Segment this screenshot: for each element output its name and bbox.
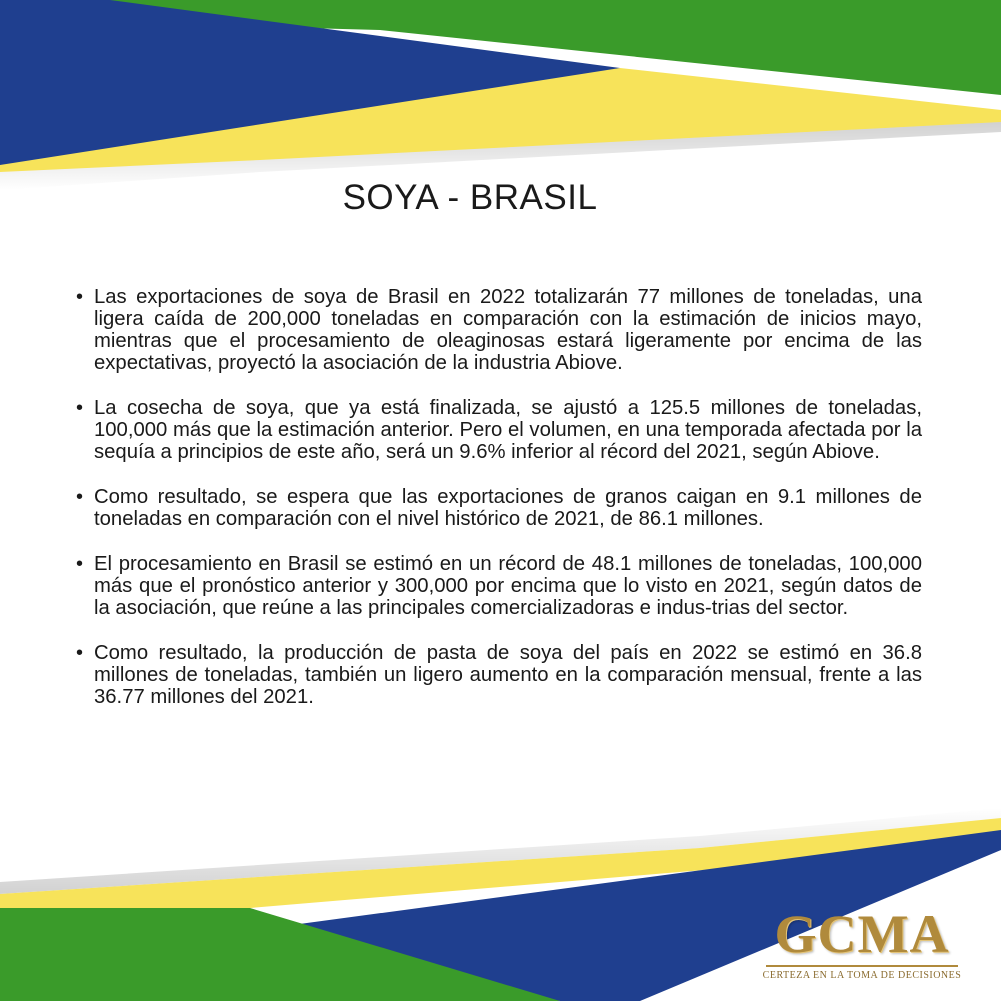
- top-flag-banner: [0, 0, 1001, 200]
- list-item: [76, 642, 922, 708]
- logo-divider: [766, 965, 958, 967]
- list-item-text: Las exportaciones de soya de Brasil en 2022 totalizarán 77 millones de toneladas, una ligera caída de 200,000 toneladas en comparación con la estimación de inicios mayo, mientras que el procesamiento de oleaginosas estará ligeramente por encima de las expectativas, proyectó la asociación de la industria Abiove.: [94, 286, 922, 374]
- gcma-logo: [752, 906, 972, 981]
- list-item-text: La cosecha de soya, que ya está finalizada, se ajustó a 125.5 millones de toneladas, 100,000 más que la estimación anterior. Pero el volumen, en una temporada afectada por la sequía a principios de este año, será un 9.6% inferior al récord del 2021, según Abiove.: [94, 397, 922, 463]
- list-item-text: Como resultado, la producción de pasta de soya del país en 2022 se estimó en 36.8 millones de toneladas, también un ligero aumento en la comparación mensual, frente a las 36.77 millones del 2021.: [94, 642, 922, 708]
- bullet-icon: •: [76, 553, 84, 575]
- bullet-icon: •: [76, 397, 84, 419]
- page-title: SOYA - BRASIL: [342, 178, 598, 217]
- bullet-icon: •: [76, 642, 84, 664]
- list-item: [76, 397, 922, 463]
- logo-tagline: CERTEZA EN LA TOMA DE DECISIONES: [762, 970, 962, 981]
- list-item: [76, 286, 922, 374]
- list-item-text: El procesamiento en Brasil se estimó en un récord de 48.1 millones de toneladas, 100,000 más que el pronóstico anterior y 300,000 por encima que lo visto en 2021, según datos de la asociación, que reúne a las principales comercializadoras e indus-trias del sector.: [94, 553, 922, 619]
- logo-mark: GCMA: [774, 904, 950, 964]
- bullet-icon: •: [76, 286, 84, 308]
- list-item: [76, 553, 922, 619]
- list-item: [76, 486, 922, 530]
- bullet-icon: •: [76, 486, 84, 508]
- list-item-text: Como resultado, se espera que las exportaciones de granos caigan en 9.1 millones de toneladas en comparación con el nivel histórico de 2021, de 86.1 millones.: [94, 486, 922, 530]
- bullet-list: [76, 286, 922, 731]
